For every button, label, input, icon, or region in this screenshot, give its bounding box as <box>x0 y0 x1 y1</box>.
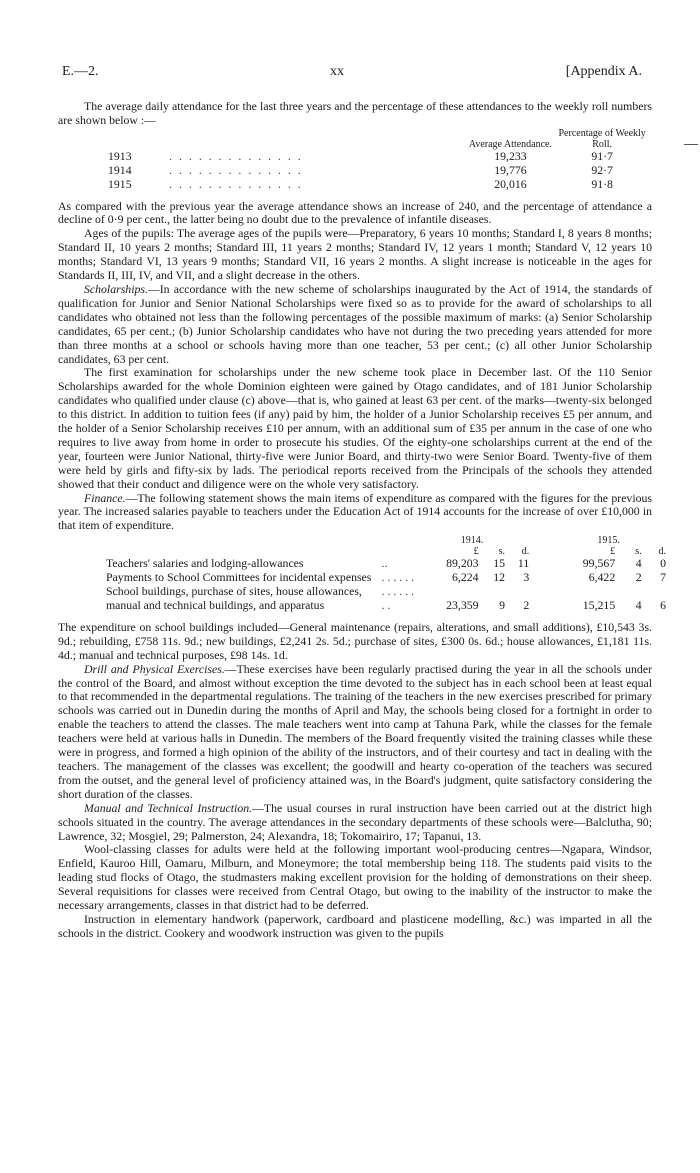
attendance-col-header: Average Attendance. <box>468 138 552 150</box>
unit-pounds: £ <box>473 546 479 558</box>
paragraph-finance <box>58 492 652 534</box>
attendance-cell: 20,016 <box>494 176 527 191</box>
document-body <box>58 99 666 941</box>
paragraph-text: —These exercises have been regularly practised during the year in all the schools under the control of the Board, and almost without exception the time devoted to the subject has in each school been at least equal to that recommended in the departmental regulations. The training of the teachers in the new exercises prescribed for primary schools was carried out in Dunedin during the months of April and May, the schools being closed for a fortnight in order to enable the teachers to attend the classes. The male teachers went into camp at Tahuna Park, while the classes for the female teachers were held at various halls in Dunedin. The members of the Board frequently visited the training classes while these were in progress, and formed a high opinion of the ability of the instructors, and of their courtesy and tact in dealing with the teachers. The management of the classes was excellent; the goodwill and hearty co-operation of the teachers was secured from the outset, and the general level of proficiency attained was, in the Board's judgment, quite satisfactory considering the short duration of the classes. <box>58 661 652 801</box>
table-row <box>106 557 666 571</box>
paragraph-compare: As compared with the previous year the average attendance shows an increase of 240, and the percentage of attendance a decline of 0·9 per cent., the latter being no doubt due to the prevalence of infantile diseases. <box>58 198 652 227</box>
expense-label: Payments to School Committees for incidental expenses <box>106 570 372 585</box>
expenditure-table <box>106 535 666 613</box>
amount-cell: 4 <box>635 598 642 612</box>
amount-cell: 3 <box>523 570 530 585</box>
attendance-intro: The average daily attendance for the last three years and the percentage of these attendances to the weekly roll numbers are shown below :— <box>58 99 652 127</box>
expense-label: Teachers' salaries and lodging-allowances <box>106 556 304 571</box>
unit-pence: d. <box>521 546 530 558</box>
amount-cell: 23,359 <box>446 598 479 612</box>
page-number: xx <box>330 64 344 79</box>
leader-dots: . . . . . . . . <box>381 584 415 612</box>
paragraph-wool-classing: Wool-classing classes for adults were held at the following important wool-producing centres—Ngapara, Windsor, Enfield, Kauroo Hill, Oamaru, Milburn, and Moneymore; the total membership being 118. The students paid visits to the leading stud flocks of Otago, the studmasters making excellent provision for the holding of demonstrations on their sheep. Several requisitions for classes were received from Central Otago, but owing to the inability of the instructor to make the necessary arrangements, classes in that district had to be deferred. <box>58 842 652 913</box>
amount-cell: 7 <box>660 570 666 585</box>
amount-cell: 6,422 <box>588 570 616 585</box>
percentage-col-header: Percentage of Weekly Roll. <box>558 127 646 150</box>
amount-cell: 12 <box>493 570 506 585</box>
paragraph-handwork: Instruction in elementary handwork (paperwork, cardboard and plasticene modelling, &c.) was imparted in all the schools in the district. Cookery and woodwork instruction was given to the pupils <box>58 911 652 940</box>
paragraph-text: —The following statement shows the main items of expenditure as compared with the figures for the previous year. The increased salaries payable to teachers under the Education Act of 1914 accounts for the increase of over £10,000 in that item of expenditure. <box>58 490 652 533</box>
amount-cell: 11 <box>517 556 530 571</box>
section-heading: Scholarships. <box>84 281 148 296</box>
leader-dots: . . . . . . <box>381 570 415 585</box>
amount-cell: 89,203 <box>446 556 479 571</box>
paragraph-building-expenditure: The expenditure on school buildings included—General maintenance (repairs, alterations, and small additions), £10,543 3s. 9d.; rebuilding, £758 11s. 9d.; new buildings, £2,241 2s. 5d.; purchase of sites, £300 0s. 6d.; house allowances, £1,181 11s. 4d.; manual and technical purposes, £98 14s. 1d. <box>58 619 652 662</box>
section-heading: Drill and Physical Exercises. <box>84 661 225 676</box>
attendance-cell: 19,776 <box>494 162 527 177</box>
amount-cell: 15 <box>493 556 506 571</box>
amount-cell: 0 <box>660 556 666 571</box>
expenditure-year-row <box>106 535 666 546</box>
amount-cell: 6,224 <box>452 570 479 585</box>
leader-dots: . . . . . . . . . . . . . . <box>169 176 303 191</box>
year-header: 1915. <box>597 535 620 547</box>
leader-dots: .. <box>381 556 388 571</box>
attendance-table <box>108 128 648 192</box>
paragraph-manual <box>58 802 652 844</box>
leader-dots: . . . . . . . . . . . . . . <box>169 148 303 163</box>
unit-shillings: s. <box>498 546 506 558</box>
table-row <box>108 164 648 178</box>
year-cell: 1913 <box>108 148 132 163</box>
table-row <box>108 178 648 192</box>
amount-cell: 2 <box>635 570 642 585</box>
year-header: 1914. <box>460 535 484 547</box>
amount-cell: 2 <box>523 598 530 612</box>
amount-cell: 99,567 <box>582 556 616 571</box>
percentage-cell: 92·7 <box>591 162 613 177</box>
section-heading: Finance. <box>84 490 126 505</box>
year-cell: 1915 <box>108 176 132 191</box>
paragraph-scholarships <box>58 283 652 366</box>
amount-cell: 4 <box>635 556 642 571</box>
unit-pence: d. <box>658 546 666 558</box>
table-row <box>106 571 666 585</box>
expense-label: School buildings, purchase of sites, house allowances, manual and technical buildings, and apparatus <box>106 584 362 612</box>
section-heading: Manual and Technical Instruction. <box>84 800 253 815</box>
attendance-header-row <box>108 128 648 150</box>
table-row <box>108 150 648 164</box>
amount-cell: 15,215 <box>582 598 616 612</box>
year-cell: 1914 <box>108 162 132 177</box>
table-row <box>106 585 666 613</box>
page-ref: E.—2. <box>62 64 99 79</box>
paragraph-text: —The usual courses in rural instruction have been carried out at the district high schools situated in the country. The average attendances in the secondary departments of these schools were—Balclutha, 90; Lawrence, 32; Mosgiel, 29; Palmerston, 24; Alexandra, 18; Tokomairiro, 17; Tapanui, 13. <box>58 800 652 843</box>
amount-cell: 9 <box>499 598 506 612</box>
percentage-cell: 91·7 <box>591 148 613 163</box>
appendix-label: [Appendix A. <box>565 64 642 79</box>
unit-shillings: s. <box>635 546 642 558</box>
paragraph-ages: Ages of the pupils: The average ages of the pupils were—Preparatory, 6 years 10 months; Standard I, 8 years 8 months; Standard II, 10 years 2 months; Standard III, 11 years 2 months; Standard IV, 12 years 1 month; Standard V, 12 years 10 months; Standard VI, 13 years 9 months; Standard VII, 16 years 2 months. A slight increase is noticeable in the ages for Standards II, III, IV, and VII, and a slight decrease in the others. <box>58 226 652 283</box>
amount-cell: 6 <box>660 598 666 612</box>
attendance-cell: 19,233 <box>494 148 527 163</box>
paragraph-scholarship-exam: The first examination for scholarships under the new scheme took place in December last. Of the 110 Senior Scholarships awarded for the whole Dominion eighteen were gained by Otago candidates, and of 181 Junior Scholarship candidates who qualified under clause (c) above—that is, who gained at least 63 per cent. of the marks—twenty-six belonged to this district. In addition to tuition fees (if any) paid by him, the holder of a Junior Scholarship receives £5 per annum, and the holder of a Senior Scholarship receives £10 per annum, with an additional sum of £35 per annum in the case of one who requires to live away from home in order to prosecute his studies. Of the eighty-one scholarships current at the end of the year, fourteen were Junior National, thirty-five were Junior Board, and thirty-two were Senior Board. Twenty-five of them were held by girls and fifty-six by lads. The periodical reports received from the Principals of the schools they attended showed that their conduct and diligence were on the whole very satisfactory. <box>58 365 652 491</box>
paragraph-drill <box>58 663 652 802</box>
unit-pounds: £ <box>610 546 616 558</box>
percentage-cell: 91·8 <box>591 176 613 191</box>
leader-dots: . . . . . . . . . . . . . . <box>169 162 303 177</box>
margin-mark <box>684 144 698 145</box>
paragraph-text: —In accordance with the new scheme of scholarships inaugurated by the Act of 1914, the standards of qualification for Junior and Senior National Scholarships were fixed so as to provide for the award of scholarships to all candidates who obtained not less than the following percentages of the possible maximum of marks: (a) Senior Scholarship candidates, 65 per cent.; (b) Junior Scholarship candidates who have not during the two preceding years attended for more than three months at a school or schools having more than one teacher, 53 per cent.; (c) all other Junior Scholarship candidates, 63 per cent. <box>58 281 652 366</box>
